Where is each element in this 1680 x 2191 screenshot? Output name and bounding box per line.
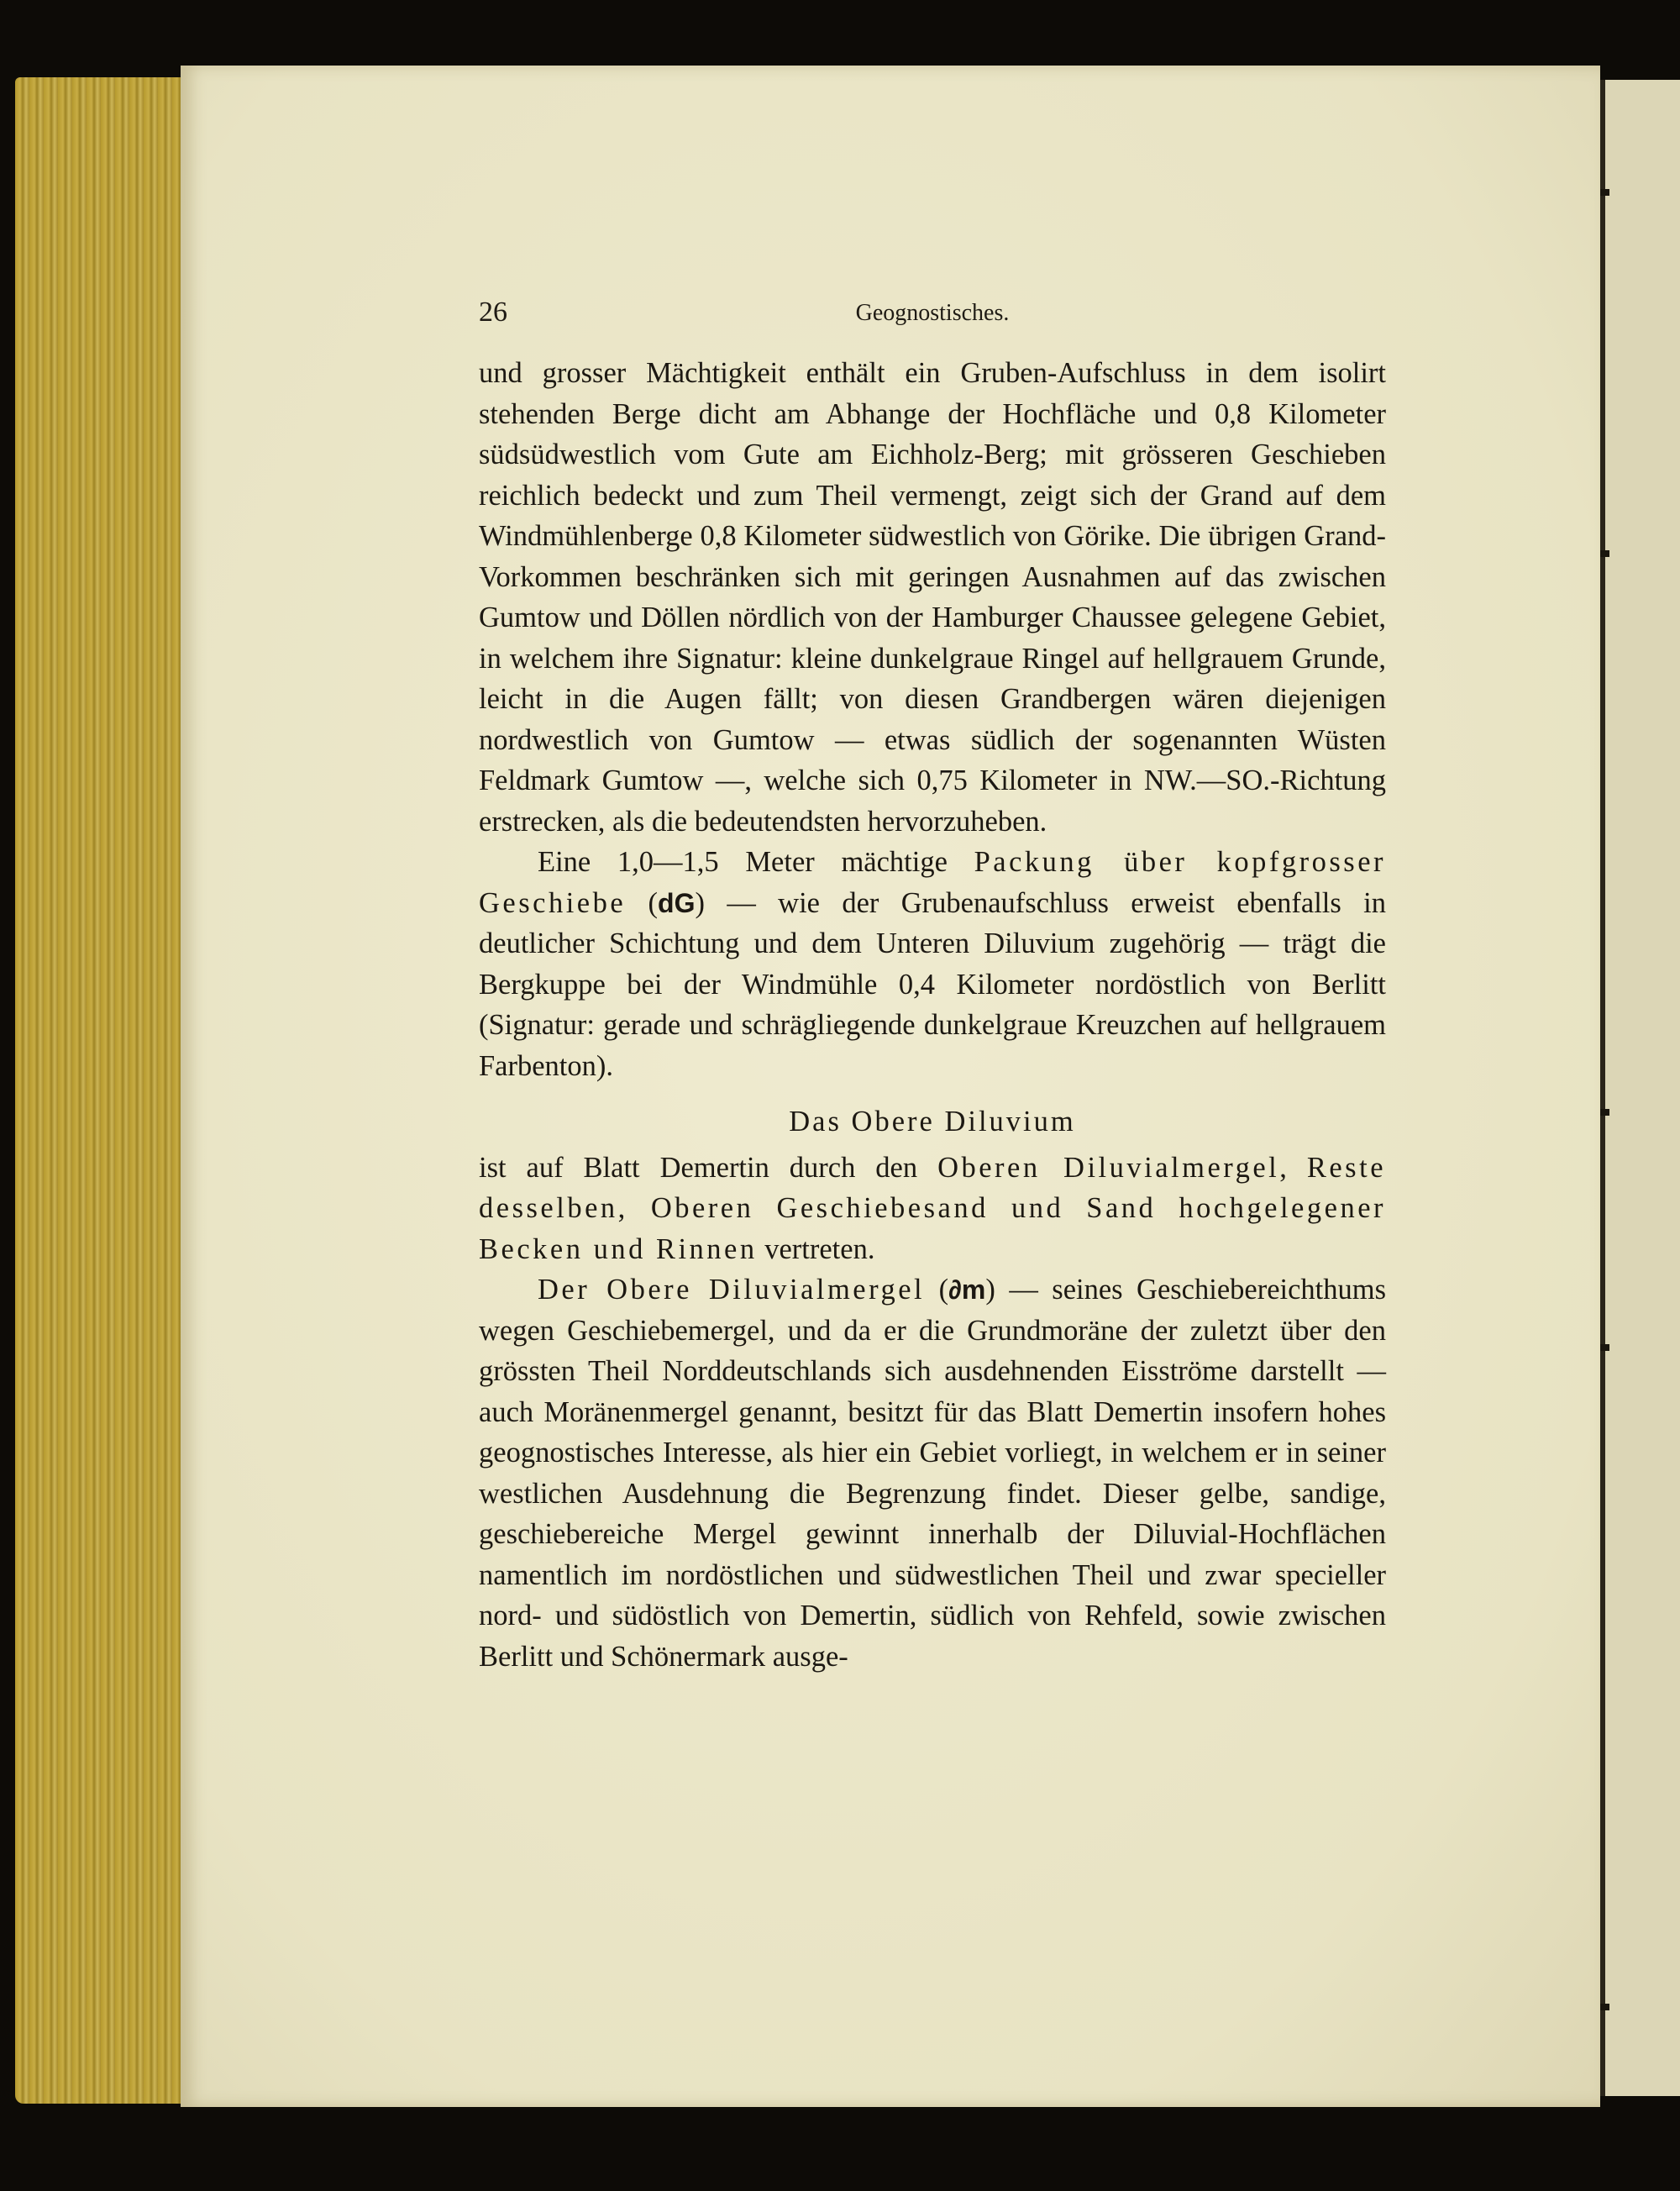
paragraph-4: Der Obere Diluvialmergel (∂m) — seines Geschiebereichthums wegen Geschiebemergel, und da er die Grundmoräne der zuletzt über den grössten Theil Norddeutschlands sich ausdehnenden Eisströme darstellt — auch Moränenmergel genannt, besitzt für das Blatt Demertin insofern hohes geognostisches Interesse, als hier ein Gebiet vorliegt, in welchem er in seiner westlichen Ausdehnung die Begrenzung findet. Dieser gelbe, sandige, geschiebereiche Mergel gewinnt innerhalb der Diluvial-Hochflächen namentlich im nordöstlichen und südwestlichen Theil und zwar specieller nord- und südöstlich von Demertin, südlich von Rehfeld, sowie zwischen Berlitt und Schönermark ausge- <box>479 1274 1386 1673</box>
paragraph-3-intro: ist auf Blatt Demertin durch den <box>479 1151 918 1184</box>
page-body <box>479 353 1386 1677</box>
paragraph-3-end: vertreten. <box>764 1232 875 1265</box>
section-heading: Das Obere Diluvium <box>789 1106 1076 1138</box>
map-symbol-dg: dG <box>658 887 696 918</box>
paragraph-3-comma: , <box>1279 1151 1287 1184</box>
paragraph-3 <box>479 1148 1386 1270</box>
running-head: Geognostisches. <box>855 300 1010 326</box>
spaced-term-oberer-diluvialmergel: Oberen Diluvialmergel <box>937 1151 1280 1184</box>
spaced-term-der-obere-diluvialmergel: Der Obere Diluvialmergel <box>538 1274 926 1306</box>
spaced-term-reste: Reste desselben, Oberen Geschiebesand und Sand hochgelegener Becken und Rinnen <box>479 1151 1387 1265</box>
book-page-edges <box>15 77 183 2104</box>
facing-page-edge <box>1600 80 1680 2096</box>
paragraph-2: Eine 1,0—1,5 Meter mächtige Packung über kopfgrosser Geschiebe (dG) — wie der Grubenaufschluss erweist ebenfalls in deutlicher Schichtung und dem Unteren Diluvium zugehörig — trägt die Bergkuppe bei der Windmühle 0,4 Kilometer nordöstlich von Berlitt (Signatur: gerade und schrägliegende dunkelgraue Kreuzchen auf hellgrauem Farbenton). <box>479 846 1387 1082</box>
paragraph-2-intro: Eine 1,0—1,5 Meter mächtige <box>538 846 948 878</box>
spaced-term-packung: Packung über kopfgrosser Geschiebe <box>479 846 1387 919</box>
page-number: 26 <box>479 297 507 328</box>
paragraph-1: und grosser Mächtigkeit enthält ein Gruben-Aufschluss in dem isolirt stehenden Berge dicht am Abhange der Hochfläche und 0,8 Kilometer südsüdwestlich vom Gute am Eichholz-Berg; mit grösseren Geschieben reichlich bedeckt und zum Theil vermengt, zeigt sich der Grand auf dem Windmühlenberge 0,8 Kilometer südwestlich von Görike. Die übrigen Grand-Vorkommen beschränken sich mit geringen Ausnahmen auf das zwischen Gumtow und Döllen nördlich von der Hamburger Chaussee gelegene Gebiet, in welchem ihre Signatur: kleine dunkelgraue Ringel auf hellgrauem Grunde, leicht in die Augen fällt; von diesen Grandbergen wären diejenigen nordwestlich von Gumtow — etwas südlich der sogenannten Wüsten Feldmark Gumtow —, welche sich 0,75 Kilometer in NW.—SO.-Richtung erstrecken, als die bedeutendsten hervorzuheben. <box>479 357 1386 838</box>
map-symbol-om: ∂m <box>948 1274 986 1305</box>
page-header <box>479 297 1386 339</box>
paragraph-4-rest: — seines Geschiebereichthums wegen Geschiebemergel, und da er die Grundmoräne der zuletzt über den grössten Theil Norddeutschlands sich ausdehnenden Eisströme darstellt — auch Moränenmergel genannt, besitzt für das Blatt Demertin insofern hohes geognostisches Interesse, als hier ein Gebiet vorliegt, in welchem er in seiner westlichen Ausdehnung die Begrenzung findet. Dieser gelbe, sandige, geschiebereiche Mergel gewinnt innerhalb der Diluvial-Hochflächen namentlich im nordöstlichen und südwestlichen Theil und zwar specieller nord- und südöstlich von Demertin, südlich von Rehfeld, sowie zwischen Berlitt und Schönermark ausge- <box>479 1274 1386 1673</box>
paragraph-2-rest: — wie der Grubenaufschluss erweist ebenfalls in deutlicher Schichtung und dem Unteren Diluvium zugehörig — trägt die Bergkuppe bei der Windmühle 0,4 Kilometer nordöstlich von Berlitt (Signatur: gerade und schrägliegende dunkelgraue Kreuzchen auf hellgrauem Farbenton). <box>479 886 1386 1082</box>
